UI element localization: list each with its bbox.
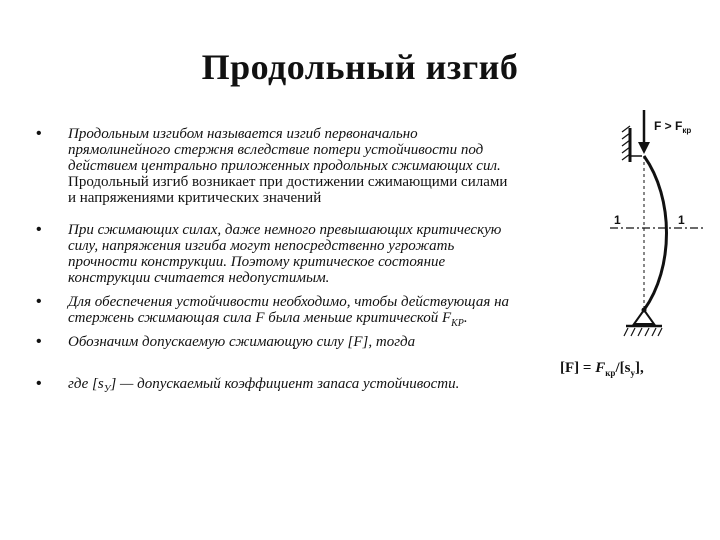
text-line: Продольным изгибом называется изгиб первоначально bbox=[68, 126, 418, 142]
text-line: конструкции считается недопустимым. bbox=[68, 270, 330, 286]
formula-safety-subscript: у bbox=[630, 368, 635, 378]
text-line: где [s bbox=[68, 376, 104, 392]
formula-safety-open: [s bbox=[619, 360, 631, 376]
text-line: прочности конструкции. Поэтому критическое состояние bbox=[68, 254, 446, 270]
formula-lhs: [F] bbox=[560, 360, 580, 376]
bullet-marker: • bbox=[36, 221, 42, 238]
bullet-marker: • bbox=[36, 375, 42, 392]
formula-critical-subscript: кр bbox=[605, 368, 616, 378]
pin-joint bbox=[642, 308, 647, 313]
section-label-right: 1 bbox=[678, 213, 685, 227]
slide-title: Продольный изгиб bbox=[201, 47, 519, 87]
section-label-left: 1 bbox=[614, 213, 621, 227]
text-line: Продольный изгиб возникает при достижении сжимающими силами bbox=[68, 174, 508, 190]
formula-slash: / bbox=[615, 360, 620, 376]
bullet-text bbox=[68, 222, 628, 286]
text-line-with-subscript bbox=[68, 376, 628, 394]
subscript: У bbox=[103, 384, 111, 395]
formula-critical-force: F bbox=[595, 360, 606, 376]
formula-safety-close: ], bbox=[634, 360, 644, 376]
force-label: $F > F_{кр}$ bbox=[654, 119, 692, 135]
formula-equals: = bbox=[579, 360, 596, 376]
bullet-text bbox=[68, 334, 628, 350]
bullet-marker: • bbox=[36, 125, 42, 142]
bullet-marker: • bbox=[36, 293, 42, 310]
text-line: и напряжениями критических значений bbox=[68, 190, 322, 206]
buckled-beam-diagram bbox=[604, 108, 708, 340]
text-line: При сжимающих силах, даже немного превышающих критическую bbox=[68, 222, 502, 238]
text-line-with-subscript bbox=[68, 310, 628, 328]
line-tail: . bbox=[463, 310, 468, 326]
text-line: действием центрально приложенных продольных сжимающих сил. bbox=[68, 158, 501, 174]
allowable-force-formula bbox=[560, 360, 644, 377]
force-arrow-head bbox=[638, 142, 650, 154]
text-line: стержень сжимающая сила F была меньше критической F bbox=[68, 310, 452, 326]
bullet-marker: • bbox=[36, 333, 42, 350]
text-line: Для обеспечения устойчивости необходимо, чтобы действующая на bbox=[68, 294, 510, 310]
text-line: прямолинейного стержня вследствие потери устойчивости под bbox=[68, 142, 484, 158]
beam-curve bbox=[644, 156, 667, 310]
text-line: силу, напряжения изгиба могут непосредственно угрожать bbox=[68, 238, 455, 254]
bullet-text bbox=[68, 376, 628, 394]
subscript: КР bbox=[451, 318, 464, 329]
line-tail: ] — допускаемый коэффициент запаса устойчивости. bbox=[110, 376, 460, 392]
bullet-text bbox=[68, 126, 628, 206]
text-line: Обозначим допускаемую сжимающую силу [F], тогда bbox=[68, 334, 416, 350]
bullet-text bbox=[68, 294, 628, 328]
bottom-ground-hatching bbox=[624, 328, 662, 336]
